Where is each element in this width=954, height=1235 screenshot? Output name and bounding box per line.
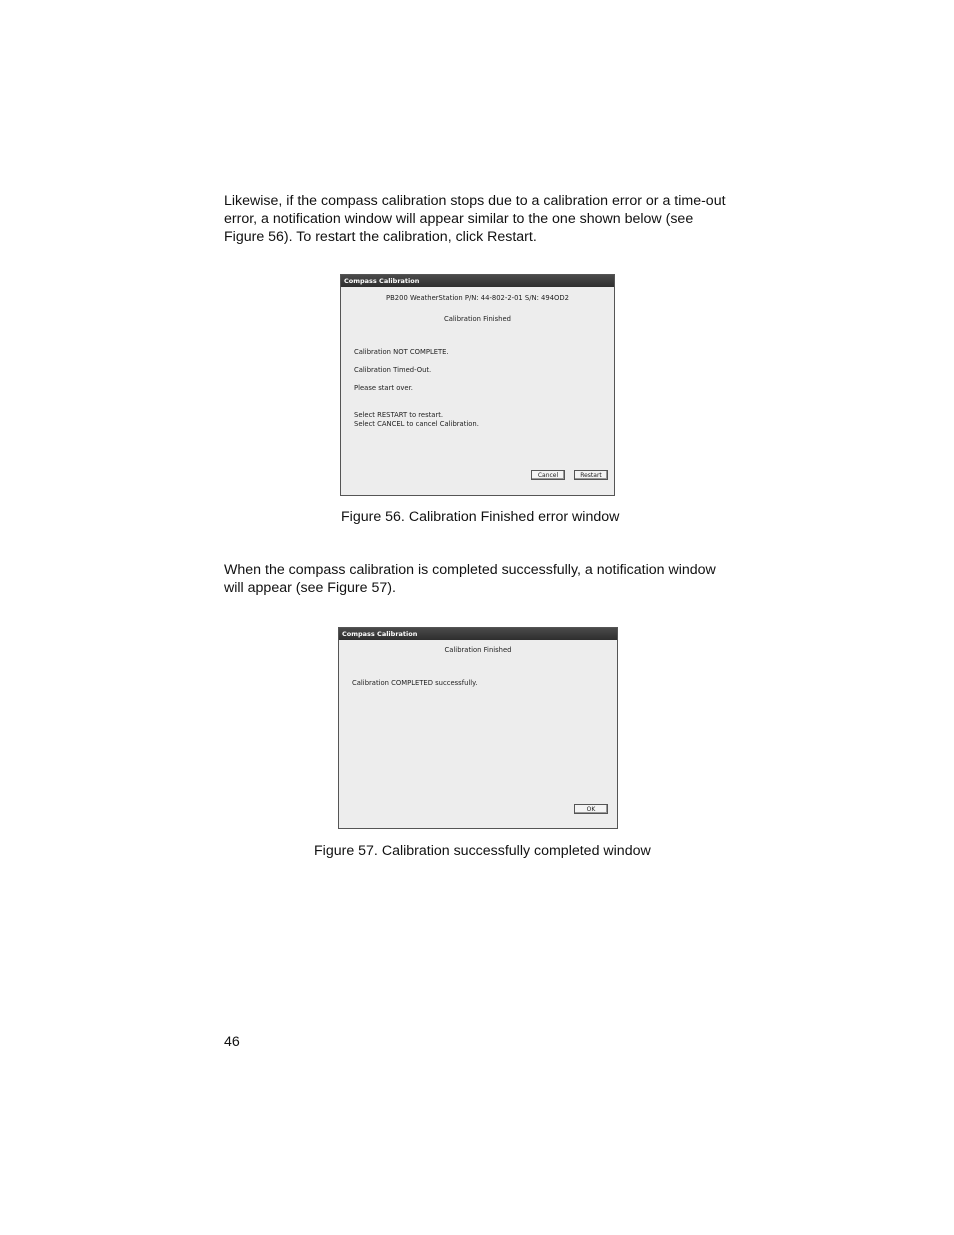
error-dialog-screenshot (340, 274, 615, 496)
figure-57-caption: Figure 57. Calibration successfully completed window (314, 843, 651, 859)
timed-out-message: Calibration Timed-Out. (354, 366, 432, 374)
device-info-line: PB200 WeatherStation P/N: 44-802-2-01 S/N: 494OD2 (386, 294, 569, 302)
intro-paragraph: Likewise, if the compass calibration stops due to a calibration error or a time-out error, a notification window will appear similar to the one shown below (see Figure 56). To restart the calibration, click Restart. (224, 193, 726, 245)
page-number: 46 (224, 1034, 240, 1050)
restart-button[interactable]: Restart (574, 470, 608, 480)
not-complete-message: Calibration NOT COMPLETE. (354, 348, 449, 356)
success-dialog-screenshot (338, 627, 618, 829)
calibration-status: Calibration Finished (444, 646, 512, 654)
cancel-button[interactable]: Cancel (531, 470, 565, 480)
ok-button[interactable]: OK (574, 804, 608, 814)
cancel-instruction: Select CANCEL to cancel Calibration. (354, 420, 479, 428)
calibration-status: Calibration Finished (444, 315, 511, 323)
restart-instruction: Select RESTART to restart. (354, 411, 444, 419)
dialog-title-bar: Compass Calibration (341, 275, 614, 287)
figure-56-caption: Figure 56. Calibration Finished error window (341, 509, 620, 525)
start-over-message: Please start over. (354, 384, 413, 392)
completed-message: Calibration COMPLETED successfully. (352, 679, 478, 687)
dialog-title-bar: Compass Calibration (339, 628, 617, 640)
success-paragraph: When the compass calibration is completed successfully, a notification window will appear (see Figure 57). (224, 562, 716, 596)
